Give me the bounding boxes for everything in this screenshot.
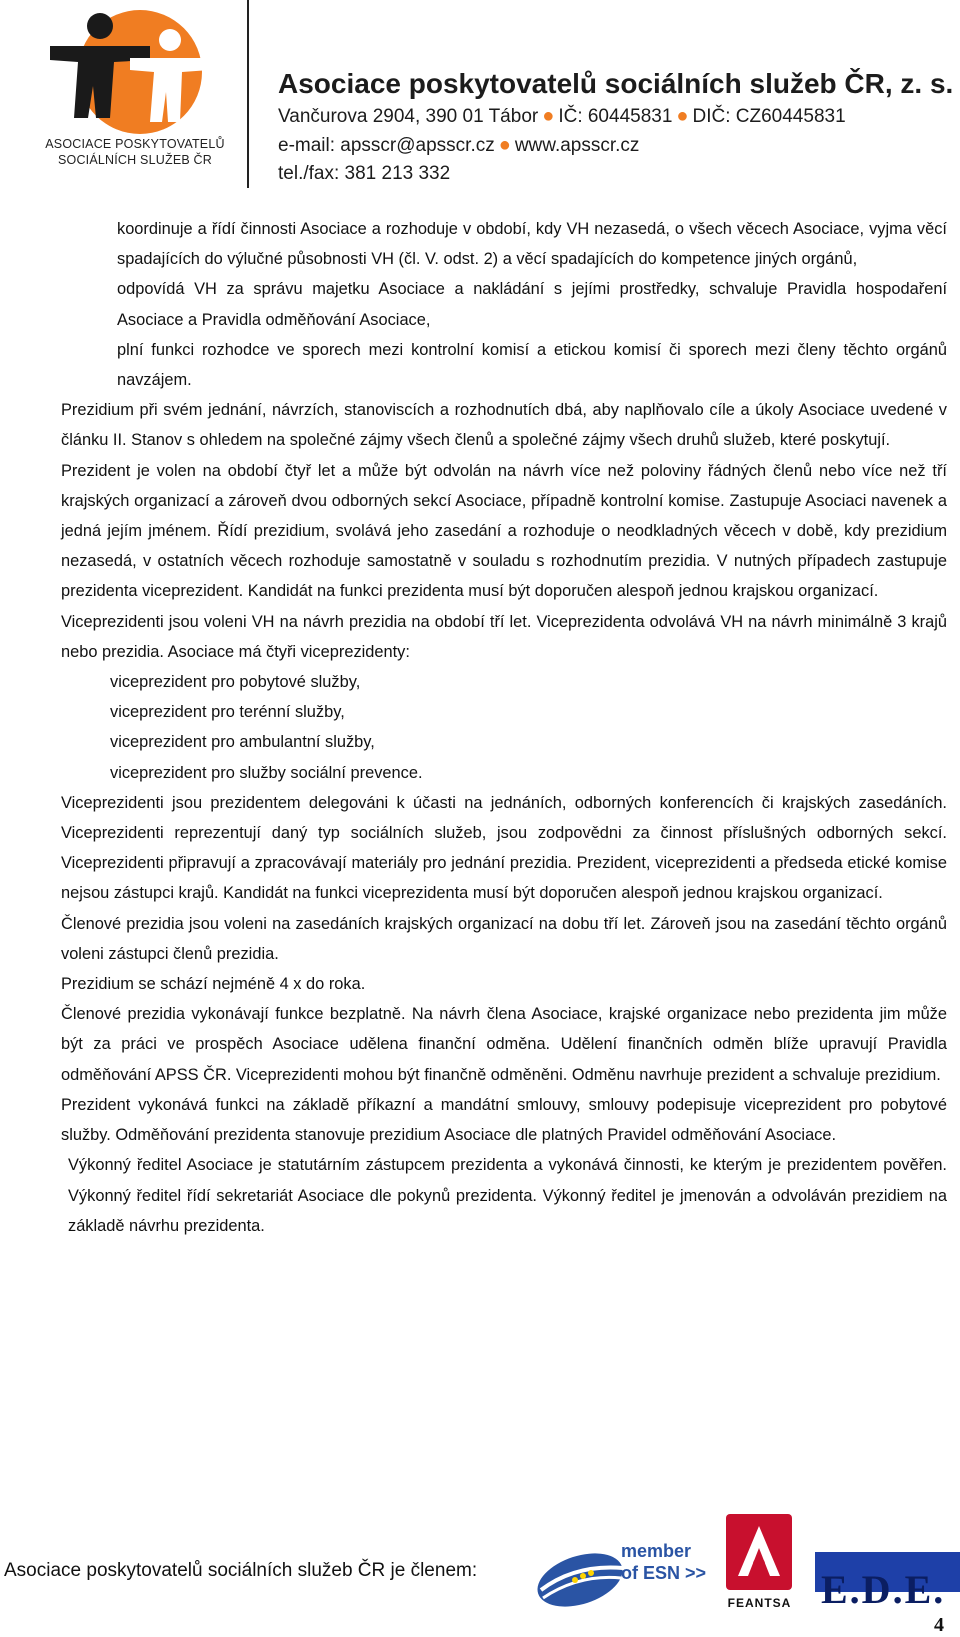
document-body <box>0 214 960 1241</box>
list-item-text: plní funkci rozhodce ve sporech mezi kontrolní komisí a etickou komisí či sporech mezi členy těchto orgánů navzájem. <box>117 340 947 390</box>
article-item <box>0 788 960 909</box>
org-address: Vančurova 2904, 390 01 Tábor <box>278 106 539 127</box>
item-text: Výkonný ředitel Asociace je statutárním zástupcem prezidenta a vykonává činnosti, ke kterým je prezidentem pověřen. Výkonný ředitel řídí sekretariát Asociace dle pokynů prezidenta. Výkonný ředitel je jmenován a odvoláván prezidiem na základě návrhu prezidenta. <box>68 1156 947 1235</box>
article-item <box>0 999 960 1090</box>
list-item <box>0 335 960 395</box>
page-header <box>0 0 960 190</box>
bullet-icon: ● <box>542 105 555 127</box>
list-item <box>0 697 960 727</box>
item-text: Prezident vykonává funkci na základě příkazní a mandátní smlouvy, smlouvy podepisuje viceprezident pro pobytové služby. Odměňování prezidenta stanovuje prezidium Asociace dle platných Pravidel odměňování Asociace. <box>61 1095 947 1145</box>
article-item <box>0 909 960 969</box>
item-text: Členové prezidia jsou voleni na zasedáních krajských organizací na dobu tří let. Zároveň jsou na zasedání těchto orgánů voleni zástupci členů prezidia. <box>61 914 947 963</box>
org-name: Asociace poskytovatelů sociálních služeb ČR, z. s. <box>278 68 954 99</box>
bullet-icon: ● <box>498 134 511 156</box>
ede-logo <box>815 1552 960 1612</box>
apss-logo <box>30 0 240 190</box>
ede-label: E.D.E. <box>821 1567 946 1612</box>
list-item-text: viceprezident pro ambulantní služby, <box>110 733 375 752</box>
list-item-text: viceprezident pro pobytové služby, <box>110 673 361 692</box>
org-web[interactable]: www.apsscr.cz <box>514 135 640 156</box>
org-address-line <box>278 102 953 131</box>
article-item <box>0 607 960 667</box>
logo-text-line2: SOCIÁLNÍCH SLUŽEB ČR <box>57 153 213 167</box>
feantsa-house-icon <box>722 1510 797 1594</box>
header-divider <box>247 0 249 188</box>
feantsa-logo <box>722 1510 797 1610</box>
list-item <box>0 758 960 788</box>
org-email[interactable]: e-mail: apsscr@apsscr.cz <box>278 135 495 156</box>
list-item-text: viceprezident pro terénní služby, <box>110 703 345 722</box>
item-text: Prezidium při svém jednání, návrzích, stanoviscích a rozhodnutích dbá, aby naplňovalo cíle a úkoly Asociace uvedené v článku II. Stanov s ohledem na společné zájmy všech členů a společné zájmy všech druhů služeb, které poskytují. <box>61 401 947 450</box>
item-text: Viceprezidenti jsou prezidentem delegováni k účasti na jednáních, odborných konferencích či krajských zasedáních. Viceprezidenti reprezentují daný typ sociálních služeb, jsou zodpovědni za činnost příslušných odborných sekcí. Viceprezidenti připravují a zpracovávají materiály pro jednání prezidia. Prezident, viceprezidenti a předseda etické komise nejsou zástupci krajů. Kandidát na funkci viceprezidenta musí být doporučen alespoň jednou krajskou organizací. <box>61 793 947 903</box>
list-item <box>0 667 960 697</box>
article-item <box>0 1150 960 1241</box>
page-number: 4 <box>934 1614 944 1636</box>
org-info <box>278 66 953 188</box>
list-item-text: odpovídá VH za správu majetku Asociace a nakládání s jejími prostředky, schvaluje Pravidla hospodaření Asociace a Pravidla odměňování Asociace, <box>117 280 947 329</box>
esn-line1: member <box>621 1541 692 1561</box>
org-contact-line <box>278 131 953 160</box>
logo-figures-icon <box>30 0 240 140</box>
list-item <box>0 274 960 334</box>
esn-swoosh-icon <box>535 1540 625 1610</box>
article-item <box>0 1090 960 1150</box>
esn-logo <box>535 1540 715 1610</box>
org-ic: IČ: 60445831 <box>558 106 673 127</box>
item-text: Prezident je volen na období čtyř let a může být odvolán na návrh více než poloviny řádných členů nebo více než tří krajských organizací a zároveň dvou odborných sekcí Asociace, případně kontrolní komise. Zastupuje Asociaci navenek a jedná jejím jménem. Řídí prezidium, svolává jeho zasedání a rozhoduje o neodkladných věcech v době, kdy prezidium nezasedá, v ostatních věcech rozhoduje samostatně v souladu s rozhodnutím prezidia. V nutných případech zastupuje prezidenta viceprezident. Kandidát na funkci prezidenta musí být doporučen alespoň jednou krajskou organizací. <box>61 461 947 601</box>
item-text: Viceprezidenti jsou voleni VH na návrh prezidia na období tří let. Viceprezidenta odvolává VH na návrh minimálně 3 krajů nebo prezidia. Asociace má čtyři viceprezidenty: <box>61 612 947 661</box>
org-phone: tel./fax: 381 213 332 <box>278 163 451 184</box>
list-item <box>0 727 960 757</box>
list-item <box>0 214 960 274</box>
item-text: Členové prezidia vykonávají funkce bezplatně. Na návrh člena Asociace, krajské organizace nebo prezidenta jim může být za práci ve prospěch Asociace udělena finanční odměna. Udělení finančních odměn blíže upravují Pravidla odměňování APSS ČR. Viceprezidenti mohou být finančně odměněni. Odměnu navrhuje prezident a schvaluje prezidium. <box>61 1005 947 1084</box>
article-item <box>0 456 960 607</box>
item-text: Prezidium se schází nejméně 4 x do roka. <box>61 975 366 994</box>
page-footer <box>0 1480 960 1636</box>
article-item <box>0 395 960 455</box>
bullet-icon: ● <box>676 105 689 127</box>
feantsa-label: FEANTSA <box>727 1596 792 1610</box>
logo-text-line1: ASOCIACE POSKYTOVATELŮ <box>45 137 225 151</box>
esn-line2: of ESN >> <box>621 1563 707 1583</box>
article-item <box>0 969 960 999</box>
org-dic: DIČ: CZ60445831 <box>692 106 846 127</box>
membership-text: Asociace poskytovatelů sociálních služeb ČR je členem: <box>4 1560 478 1581</box>
list-item-text: koordinuje a řídí činnosti Asociace a rozhoduje v období, kdy VH nezasedá, o všech věcech Asociace, vyjma věcí spadajících do výlučné působnosti VH (čl. V. odst. 2) a věcí spadajících do kompetence jiných orgánů, <box>117 220 947 269</box>
list-item-text: viceprezident pro služby sociální prevence. <box>110 763 423 782</box>
